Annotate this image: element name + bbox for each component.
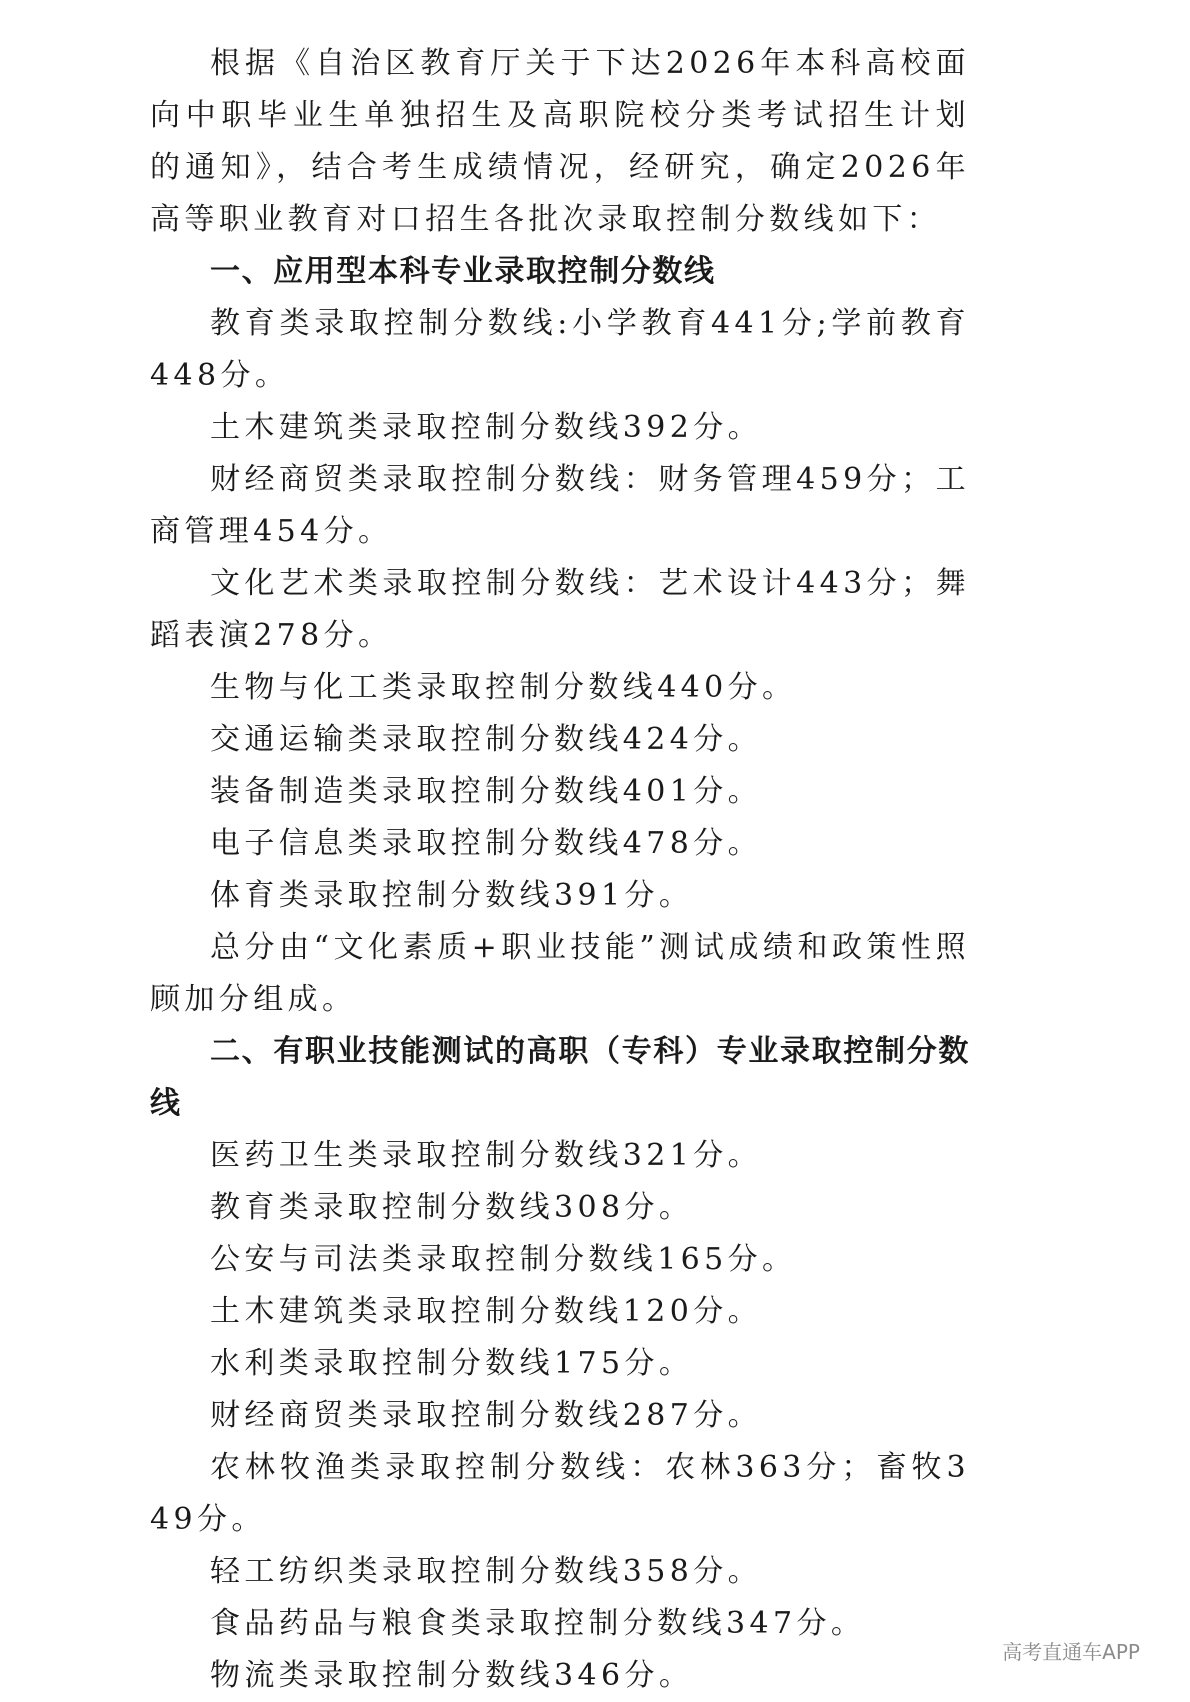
watermark: 高考直通车APP [1002, 1640, 1140, 1664]
section-2-line: 医药卫生类录取控制分数线321分。 [210, 1138, 763, 1173]
document-body [150, 38, 970, 1702]
section-1-line: 教育类录取控制分数线:小学教育441分;学前教育448分。 [150, 306, 970, 393]
section-1-line: 装备制造类录取控制分数线401分。 [210, 774, 763, 809]
section-2-line: 教育类录取控制分数线308分。 [210, 1190, 694, 1225]
section-2-line: 食品药品与粮食类录取控制分数线347分。 [210, 1606, 866, 1641]
section-1-line: 体育类录取控制分数线391分。 [210, 878, 694, 913]
section-2-line: 公安与司法类录取控制分数线165分。 [210, 1242, 797, 1277]
section-2-line: 土木建筑类录取控制分数线120分。 [210, 1294, 763, 1329]
section-2-heading: 二、有职业技能测试的高职（专科）专业录取控制分数线 [150, 1034, 970, 1121]
section-1-heading: 一、应用型本科专业录取控制分数线 [210, 254, 716, 289]
section-1-line: 交通运输类录取控制分数线424分。 [210, 722, 763, 757]
section-2-line: 水利类录取控制分数线175分。 [210, 1346, 694, 1381]
section-2-line: 农林牧渔类录取控制分数线：农林363分；畜牧349分。 [150, 1450, 970, 1537]
section-1-line: 土木建筑类录取控制分数线392分。 [210, 410, 763, 445]
section-2-line: 物流类录取控制分数线346分。 [210, 1658, 694, 1693]
section-1-line: 生物与化工类录取控制分数线440分。 [210, 670, 797, 705]
section-2-line: 财经商贸类录取控制分数线287分。 [210, 1398, 763, 1433]
intro-paragraph: 根据《自治区教育厅关于下达2026年本科高校面向中职毕业生单独招生及高职院校分类考试招生计划的通知》，结合考生成绩情况，经研究，确定2026年高等职业教育对口招生各批次录取控制分数线如下： [150, 46, 970, 237]
section-1-note: 总分由“文化素质+职业技能”测试成绩和政策性照顾加分组成。 [150, 930, 970, 1017]
section-1-line: 电子信息类录取控制分数线478分。 [210, 826, 763, 861]
section-1-line: 财经商贸类录取控制分数线：财务管理459分；工商管理454分。 [150, 462, 970, 549]
section-2-line: 轻工纺织类录取控制分数线358分。 [210, 1554, 763, 1589]
section-1-line: 文化艺术类录取控制分数线：艺术设计443分；舞蹈表演278分。 [150, 566, 970, 653]
